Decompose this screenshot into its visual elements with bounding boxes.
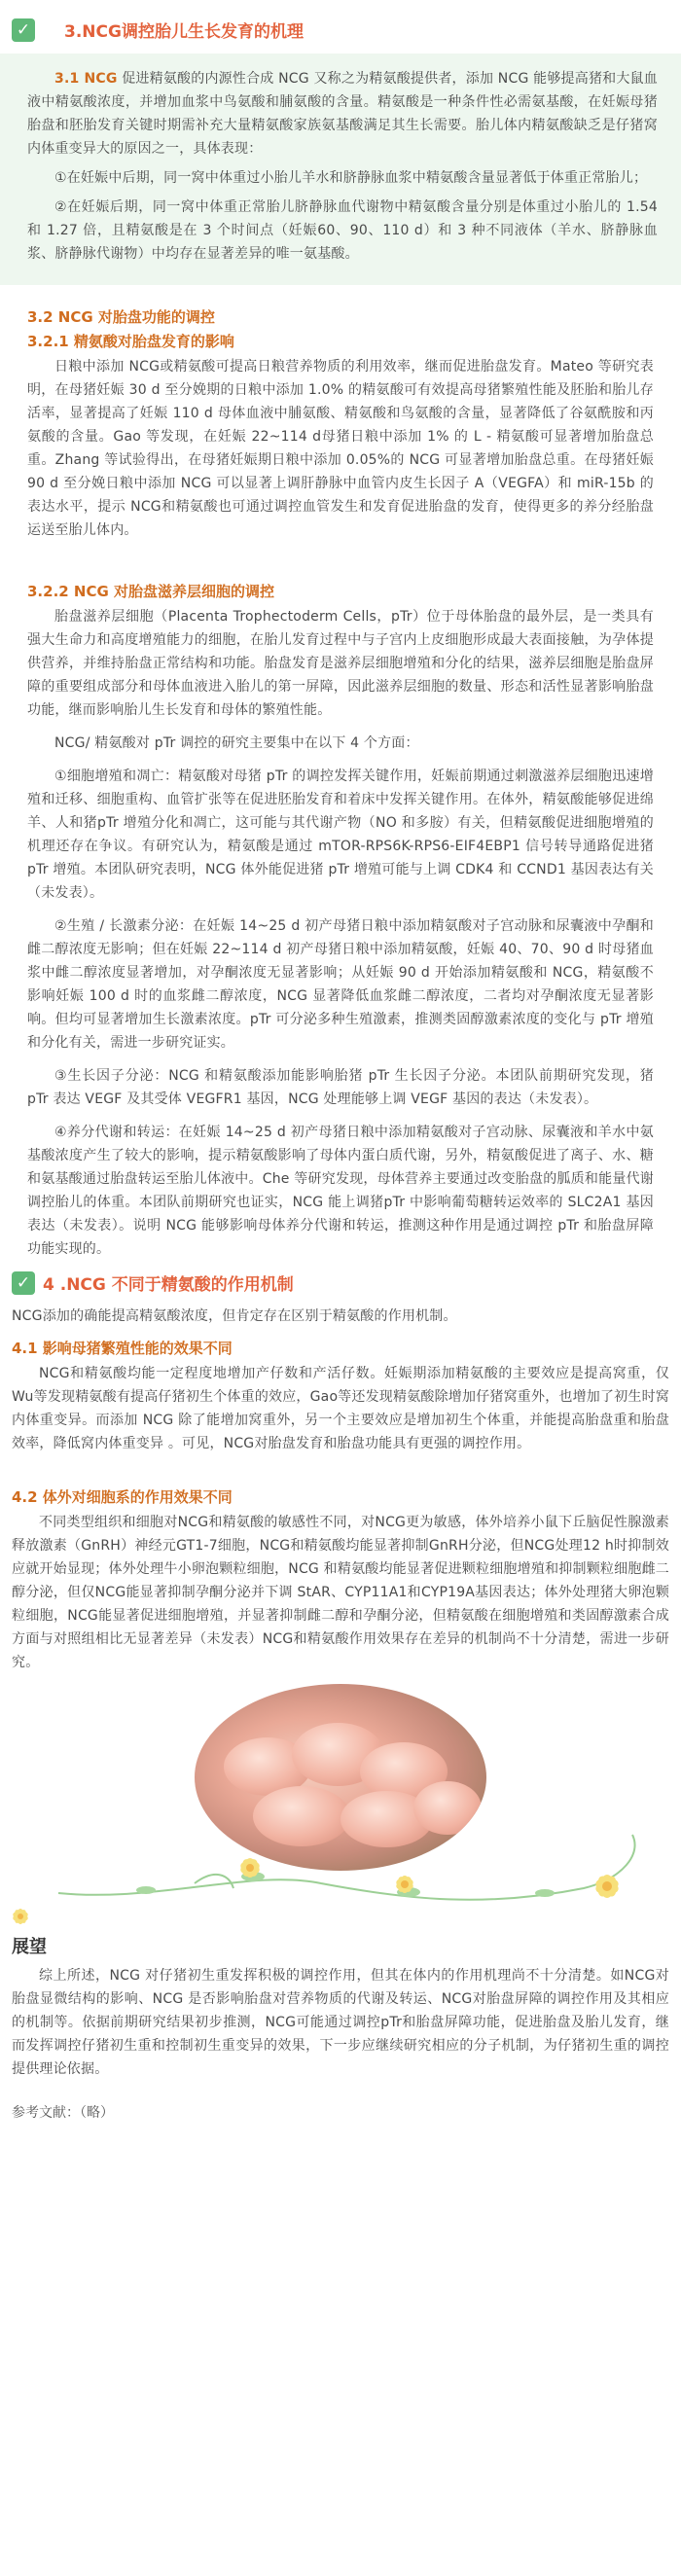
section-3-header <box>12 18 669 42</box>
section-3-2-title: 3.2 NCG 对胎盘功能的调控 <box>27 308 215 326</box>
section-3-1-text: 促进精氨酸的内源性合成 NCG 又称之为精氨酸提供者，添加 NCG 能够提高猪和大鼠血液中精氨酸浓度，并增加血浆中鸟氨酸和脯氨酸的含量。精氨酸是一种条件性必需氨基酸，在妊娠母猪胎盘和胚胎发育关键时期需补充大量精氨酸家族氨基酸满足其生长需要。胎儿体内精氨酸缺乏是仔猪窝内体重变异大的原因之一，具体表现： <box>27 71 658 157</box>
flower-icon <box>233 1851 267 1884</box>
section-3-2-2-paragraph-4: ②生殖 / 长激素分泌：在妊娠 14~25 d 初产母猪日粮中添加精氨酸对子宫动脉和尿囊液中孕酮和雌二醇浓度无影响；但在妊娠 22~114 d 初产母猪日粮中添加精氨酸，妊娠 40、70、90 d 时母猪血浆中雌二醇浓度显著增加，对孕酮浓度无显著影响；从妊娠 90 d 开始添加精氨酸和 NCG，精氨酸不影响妊娠 100 d 时的血浆雌二醇浓度，NCG 显著降低血浆雌二醇浓度，二者均对孕酮浓度无显著影响。但均可显著增加生长激素浓度。pTr 可分泌多种生殖激素，推测类固醇激素浓度的变化与 pTr 增殖和分化有关，需进一步研究证实。 <box>27 918 654 1051</box>
section-4-2-title: 4.2 体外对细胞系的作用效果不同 <box>12 1488 233 1506</box>
section-3-2-2-paragraph-6: ④养分代谢和转运：在妊娠 14~25 d 初产母猪日粮中添加精氨酸对子宫动脉、尿囊液和羊水中氨基酸浓度产生了较大的影响，提示精氨酸影响了母体内蛋白质代谢，另外，精氨酸促进了离子、水、糖和氨基酸通过胎盘转运至胎儿体液中。Che 等研究发现，母体营养主要通过改变胎盘的胍质和能量代谢调控胎儿的体重。本团队前期研究也证实，NCG 能上调猪pTr 中影响葡萄糖转运效率的 SLC2A1 基因表达（未发表）。说明 NCG 能够影响母体养分代谢和转运，推测这种作用是通过调控 pTr 和胎盘屏障功能实现的。 <box>27 1125 654 1257</box>
section-3-1-paragraph <box>27 67 658 161</box>
section-3-2-1-paragraph: 日粮中添加 NCG或精氨酸可提高日粮营养物质的利用效率，继而促进胎盘发育。Mateo 等研究表明，在母猪妊娠 30 d 至分娩期的日粮中添加 1.0% 的精氨酸可有效提高母猪繁殖性能及胚胎和胎儿存活率，显著提高了妊娠 110 d 母体血液中脯氨酸、精氨酸和鸟氨酸的含量，显著降低了谷氨酰胺和丙氨酸的含量。Gao 等发现，在妊娠 22~114 d母猪日粮中添加 1% 的 L - 精氨酸可显著增加胎盘总重。Zhang 等试验得出，在母猪妊娠期日粮中添加 0.05%的 NCG 可显著增加胎盘总重。在母猪妊娠 90 d 至分娩日粮中添加 NCG 可以显著上调肝静脉中血管内皮生长因子 A（VEGFA）和 miR-15b 的表达水平，提示 NCG和精氨酸也可通过调控血管发生和发育促进胎盘的发育，使得更多的养分经胎盘运送至胎儿体内。 <box>27 359 654 538</box>
section-4-header <box>12 1270 669 1295</box>
outlook-paragraph: 综上所述，NCG 对仔猪初生重发挥积极的调控作用，但其在体内的作用机理尚不十分清楚。如NCG对胎盘显微结构的影响、NCG 是否影响胎盘对营养物质的代谢及转运、NCG对胎盘屏障的调控作用及其相应的机制等。依据前期研究结果初步推测，NCG可能通过调控pTr和胎盘屏障功能，促进胎盘及胎儿发育，继而发挥调控仔猪初生重和控制初生重变异的效果，下一步应继续研究相应的分子机制，为仔猪初生重的调控提供理论依据。 <box>12 1968 669 2077</box>
section-3-2-2-paragraph-2: NCG/ 精氨酸对 pTr 调控的研究主要集中在以下 4 个方面： <box>54 735 419 751</box>
flower-icon <box>8 1904 33 1929</box>
section-3-title: 3.NCG调控胎儿生长发育的机理 <box>64 22 304 42</box>
section-3-2-2-paragraph-1: 胎盘滋养层细胞（Placenta Trophectoderm Cells，pTr）位于母体胎盘的最外层，是一类具有强大生命力和高度增殖能力的细胞，在胎儿发育过程中与子宫内上皮细胞形成最大表面接触，为孕体提供营养，并维持胎盘正常结构和功能。胎盘发育是滋养层细胞增殖和分化的结果，滋养层细胞是胎盘屏障的重要组成部分和母体血液进入胎儿的第一屏障，因此滋养层细胞的数量、形态和活性显著影响胎盘功能，继而影响胎儿生长发育和母体的繁殖性能。 <box>27 609 654 718</box>
section-4-intro: NCG添加的确能提高精氨酸浓度，但肯定存在区别于精氨酸的作用机制。 <box>12 1308 457 1324</box>
references-note: 参考文献：（略） <box>12 2105 114 2121</box>
section-4-2-paragraph: 不同类型组织和细胞对NCG和精氨酸的敏感性不同，对NCG更为敏感，体外培养小鼠下丘脑促性腺激素释放激素（GnRH）神经元GT1-7细胞，NCG和精氨酸均能显著抑制GnRH分泌，但NCG处理12 h时抑制效应就开始显现；体外处理牛小卵泡颗粒细胞，NCG 和精氨酸均能显著促进颗粒细胞增殖和抑制颗粒细胞雌二醇分泌，但仅NCG能显著抑制孕酮分泌并下调 StAR、CYP11A1和CYP19A基因表达；体外处理猪大卵泡颗粒细胞，NCG能显著促进细胞增殖，并显著抑制雌二醇和孕酮分泌，但精氨酸在细胞增殖和类固醇激素合成方面与对照组相比无显著差异（未发表）NCG和精氨酸作用效果存在差异的机制尚不十分清楚，需进一步研究。 <box>12 1515 669 1670</box>
section-4-1-paragraph: NCG和精氨酸均能一定程度地增加产仔数和产活仔数。妊娠期添加精氨酸的主要效应是提高窝重，仅Wu等发现精氨酸有提高仔猪初生个体重的效应，Gao等还发现精氨酸除增加仔猪窝重外，也增加了初生时窝内体重变异。而添加 NCG 除了能增加窝重外，另一个主要效应是增加初生个体重，并能提高胎盘重和胎盘效率，降低窝内体重变异 。可见，NCG对胎盘发育和胎盘功能具有更强的调控作用。 <box>12 1366 670 1451</box>
section-3-1-point-1: ①在妊娠中后期，同一窝中体重过小胎儿羊水和脐静脉血浆中精氨酸含量显著低于体重正常胎儿； <box>54 170 648 186</box>
flower-icon <box>588 1867 627 1906</box>
section-3-box <box>0 54 681 285</box>
section-3-2-1-title: 3.2.1 精氨酸对胎盘发育的影响 <box>27 333 234 350</box>
section-3-2-2-paragraph-3: ①细胞增殖和凋亡：精氨酸对母猪 pTr 的调控发挥关键作用，妊娠前期通过刺激滋养层细胞迅速增殖和迁移、细胞重构、血管扩张等在促进胚胎发育和着床中发挥关键作用。在体外，精氨酸能够促进绵羊、人和猪pTr 增殖分化和凋亡，这可能与其代谢产物（NO 和多胺）有关，但精氨酸促进细胞增殖的机理还存在争议。有研究认为，精氨酸是通过 mTOR-RPS6K-RPS6-EIF4EBP1 信号转导通路促进猪 pTr 增殖。本团队研究表明，NCG 体外能促进猪 pTr 增殖可能与上调 CDK4 和 CCND1 基因表达有关（未发表）。 <box>27 769 654 901</box>
piglet-illustration <box>0 1684 681 1927</box>
section-3-1-point-2: ②在妊娠后期，同一窝中体重正常胎儿脐静脉血代谢物中精氨酸含量分别是体重过小胎儿的 1.54 和 1.27 倍，且精氨酸是在 3 个时间点（妊娠60、90、110 d）和 3 种不同液体（羊水、脐静脉血浆、脐静脉代谢物）中均存在显著差异的唯一氨基酸。 <box>27 199 658 262</box>
piglet-photo <box>195 1684 486 1871</box>
section-4-1-title: 4.1 影响母猪繁殖性能的效果不同 <box>12 1340 233 1357</box>
outlook-title: 展望 <box>12 1937 47 1957</box>
section-4-title: 4 .NCG 不同于精氨酸的作用机制 <box>43 1275 294 1295</box>
checkmark-icon: ✓ <box>12 1271 35 1295</box>
section-3-1-heading: 3.1 NCG <box>54 71 118 87</box>
flower-icon <box>389 1869 420 1900</box>
checkmark-icon: ✓ <box>12 18 35 42</box>
section-3-2-2-title: 3.2.2 NCG 对胎盘滋养层细胞的调控 <box>27 583 275 600</box>
section-3-2-2-paragraph-5: ③生长因子分泌：NCG 和精氨酸添加能影响胎猪 pTr 生长因子分泌。本团队前期研究发现，猪 pTr 表达 VEGF 及其受体 VEGFR1 基因，NCG 处理能够上调 VEGF 基因的表达（未发表）。 <box>27 1068 654 1107</box>
